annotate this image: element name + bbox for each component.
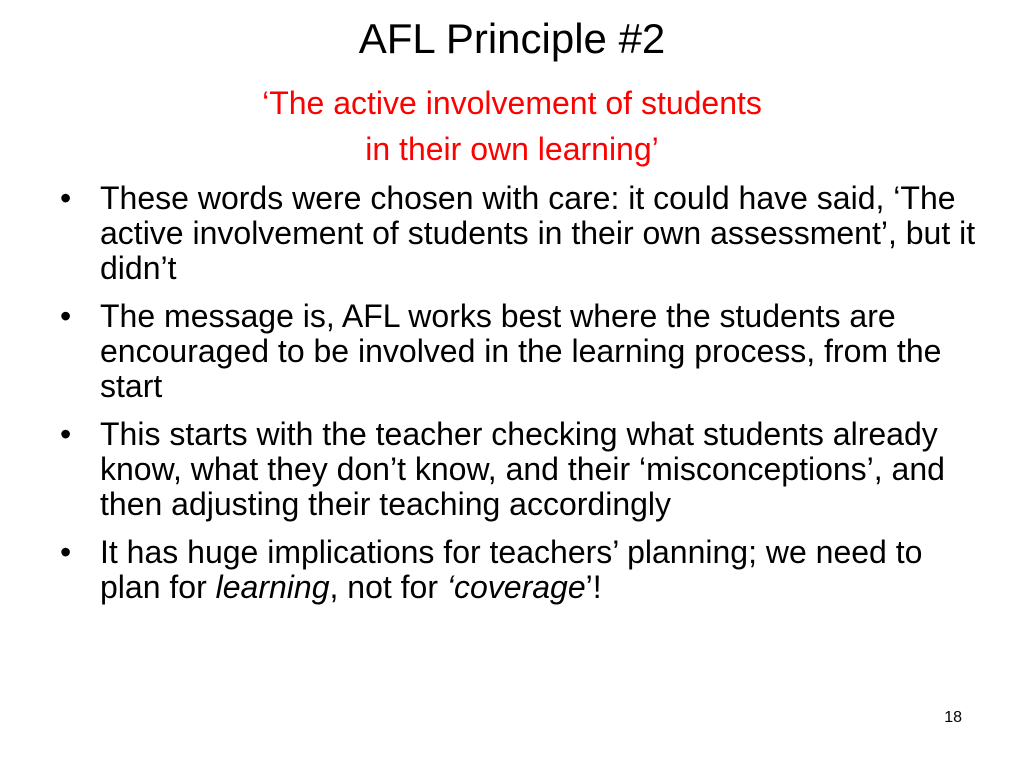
emphasis-learning: learning	[215, 569, 330, 605]
bullet-item	[56, 181, 976, 286]
page-number: 18	[944, 709, 962, 726]
bullet-item	[56, 299, 976, 404]
slide-subtitle	[0, 80, 1024, 172]
subtitle-line-2: in their own learning’	[365, 131, 659, 167]
bullet-icon: •	[60, 416, 72, 452]
bullet-text-part: ’!	[585, 569, 602, 605]
bullet-item	[56, 417, 976, 522]
emphasis-coverage: ‘coverage	[446, 569, 586, 605]
bullet-list	[56, 181, 976, 618]
bullet-icon: •	[60, 534, 72, 570]
bullet-text-part: , not for	[329, 569, 447, 605]
bullet-icon: •	[60, 298, 72, 334]
subtitle-line-1: ‘The active involvement of students	[262, 85, 762, 121]
bullet-text-part: It has huge implications for teachers’ planning; we need to plan for	[100, 534, 923, 605]
slide-title: AFL Principle #2	[358, 15, 666, 62]
bullet-text	[100, 534, 922, 605]
bullet-icon: •	[60, 180, 72, 216]
bullet-text: These words were chosen with care: it could have said, ‘The active involvement of students in their own assessment’, but it didn’t	[100, 180, 976, 286]
bullet-text: The message is, AFL works best where the students are encouraged to be involved in the learning process, from the start	[100, 298, 942, 404]
bullet-text: This starts with the teacher checking what students already know, what they don’t know, and their ‘misconceptions’, and then adjusting their teaching accordingly	[100, 416, 945, 522]
bullet-item	[56, 535, 976, 605]
